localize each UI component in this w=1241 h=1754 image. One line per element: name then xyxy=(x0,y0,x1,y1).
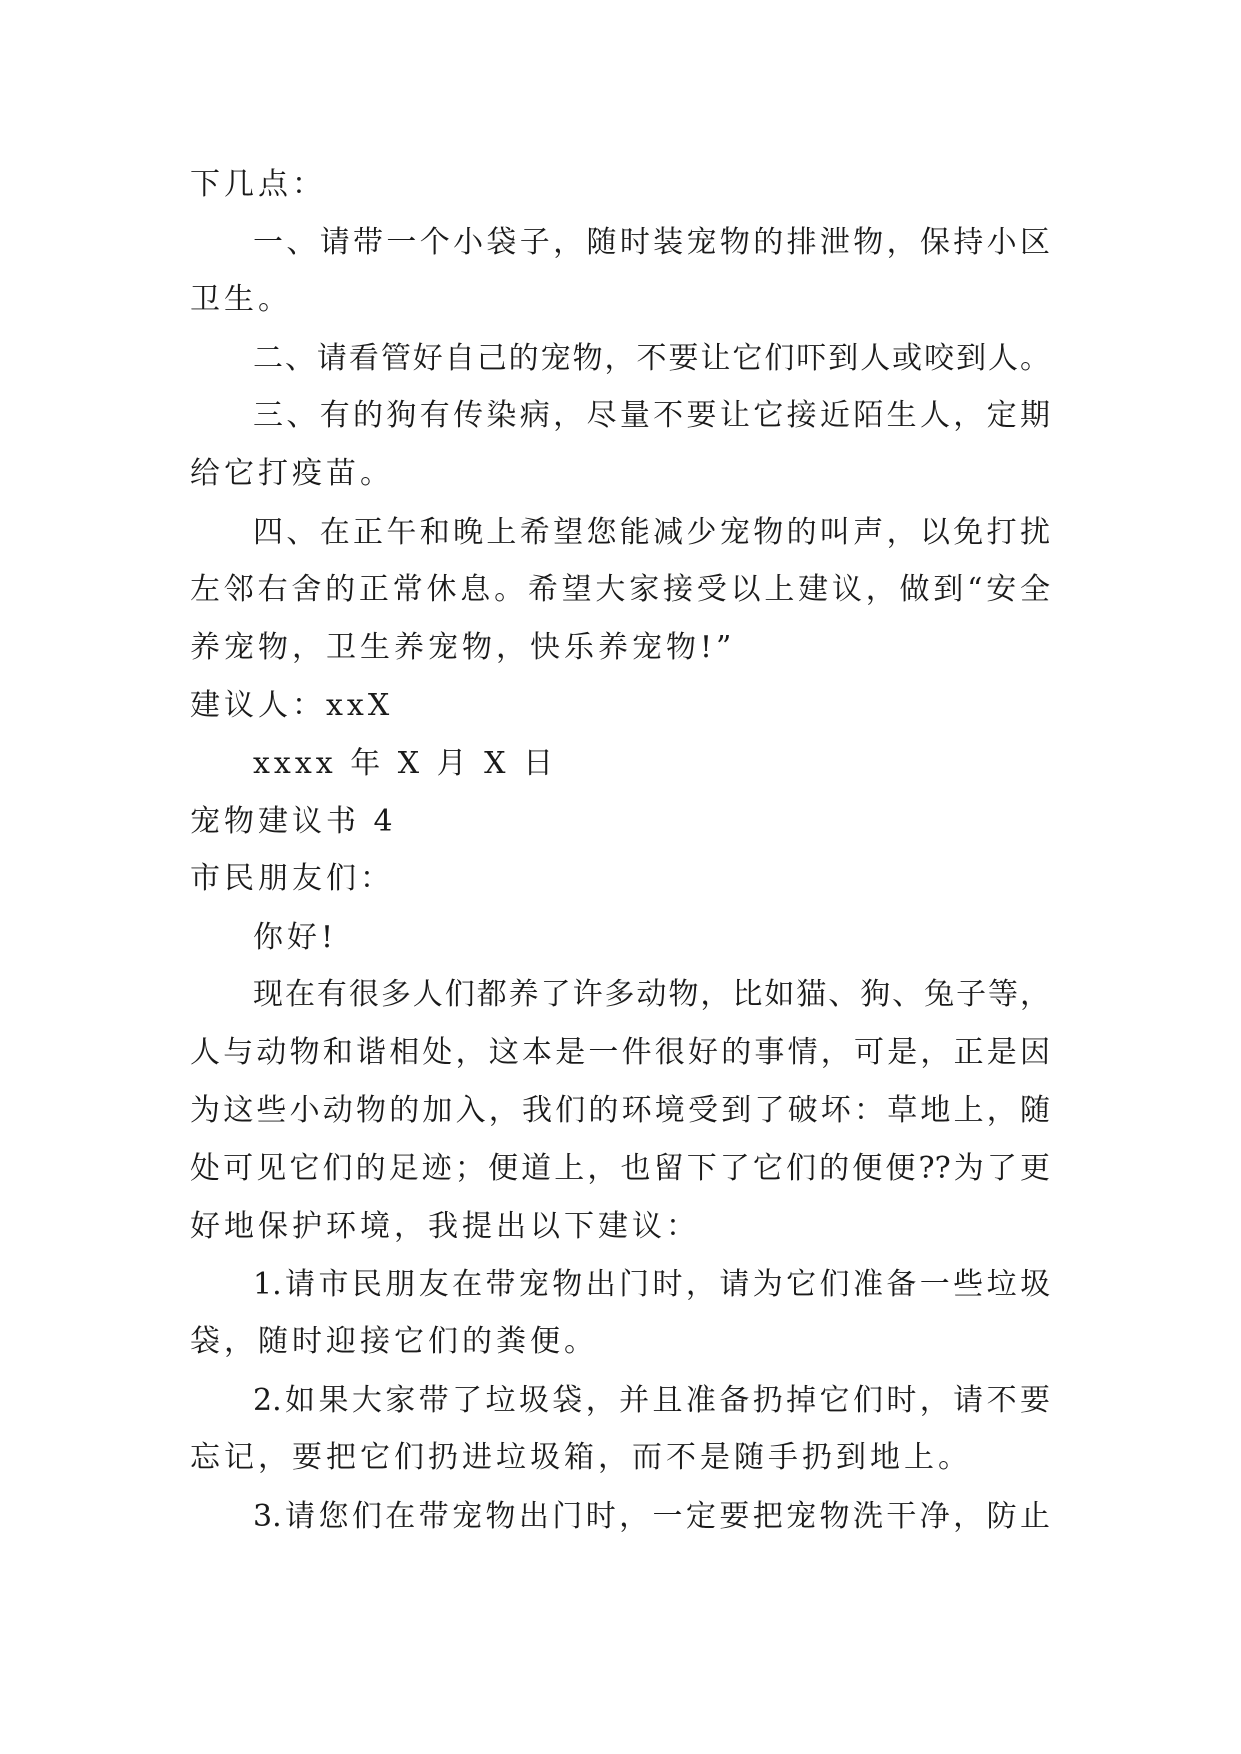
paragraph-line: 好地保护环境，我提出以下建议： xyxy=(190,1209,700,1244)
text-line: 左邻右舍的正常休息。希望大家接受以上建议，做到“安全 xyxy=(190,572,1050,607)
list-item: 三、有的狗有传染病，尽量不要让它接近陌生人，定期 xyxy=(253,398,1050,433)
list-item: 1.请市民朋友在带宠物出门时，请为它们准备一些垃圾 xyxy=(253,1267,1050,1302)
list-item: 3.请您们在带宠物出门时，一定要把宠物洗干净，防止 xyxy=(253,1499,1050,1534)
list-item: 2.如果大家带了垃圾袋，并且准备扔掉它们时，请不要 xyxy=(253,1383,1050,1418)
text-line: 给它打疫苗。 xyxy=(190,456,394,491)
text-line: 下几点： xyxy=(190,167,326,202)
text-line: 袋，随时迎接它们的粪便。 xyxy=(190,1324,598,1359)
signature-line: 建议人：xxX xyxy=(190,688,394,723)
paragraph-line: 现在有很多人们都养了许多动物，比如猫、狗、兔子等， xyxy=(253,977,1050,1012)
paragraph-line: 处可见它们的足迹；便道上，也留下了它们的便便??为了更 xyxy=(190,1151,1050,1186)
text-line: 卫生。 xyxy=(190,282,292,317)
list-item: 四、在正午和晚上希望您能减少宠物的叫声，以免打扰 xyxy=(253,515,1050,550)
list-item: 一、请带一个小袋子，随时装宠物的排泄物，保持小区 xyxy=(253,225,1050,260)
text-line: 养宠物，卫生养宠物，快乐养宠物!” xyxy=(190,630,736,665)
section-title: 宠物建议书 4 xyxy=(190,804,397,839)
paragraph-line: 人与动物和谐相处，这本是一件很好的事情，可是，正是因 xyxy=(190,1035,1050,1070)
salutation: 市民朋友们： xyxy=(190,861,394,896)
list-item: 二、请看管好自己的宠物，不要让它们吓到人或咬到人。 xyxy=(253,341,1050,376)
greeting: 你好! xyxy=(253,920,338,955)
date-line: xxxx 年 X 月 X 日 xyxy=(253,746,558,781)
text-line: 忘记，要把它们扔进垃圾箱，而不是随手扔到地上。 xyxy=(190,1440,972,1475)
paragraph-line: 为这些小动物的加入，我们的环境受到了破坏：草地上，随 xyxy=(190,1093,1050,1128)
